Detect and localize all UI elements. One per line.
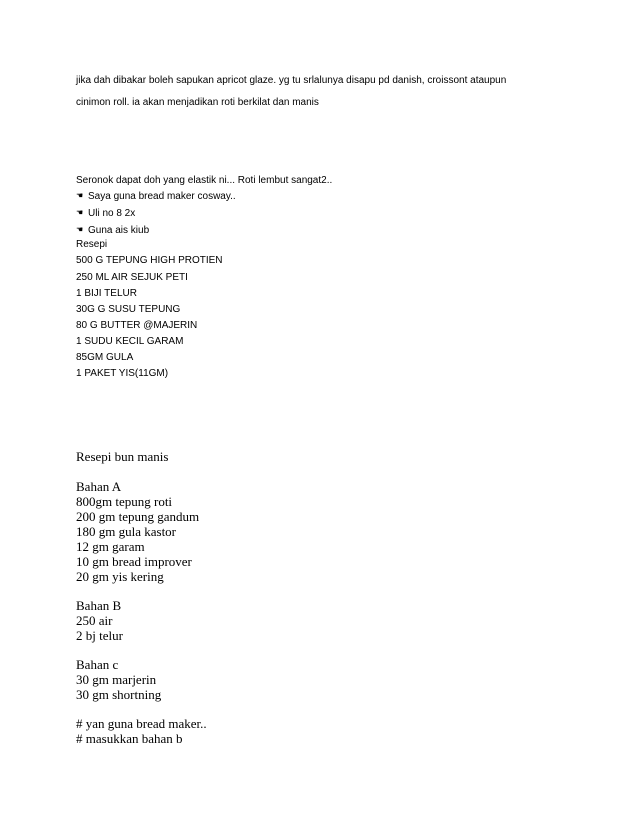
paragraph-line: cinimon roll. ia akan menjadikan roti berkilat dan manis (76, 97, 319, 108)
paragraph-line: jika dah dibakar boleh sapukan apricot glaze. yg tu srlalunya disapu pd danish, croissont ataupun (76, 75, 507, 86)
bahan-b-item: 250 air (76, 613, 113, 628)
resepi-item: 30G G SUSU TEPUNG (76, 304, 181, 315)
bahan-a-item: 20 gm yis kering (76, 569, 164, 584)
bullet-text: Guna ais kiub (88, 225, 150, 236)
intro-line: Seronok dapat doh yang elastik ni... Roti lembut sangat2.. (76, 175, 333, 186)
bullet-item (76, 204, 135, 222)
note-line: # masukkan bahan b (76, 731, 183, 746)
pointing-finger-icon: ☚ (76, 208, 84, 217)
bullet-text: Saya guna bread maker cosway.. (88, 191, 236, 202)
bahan-a-item: 200 gm tepung gandum (76, 509, 200, 524)
note-line: # yan guna bread maker.. (76, 716, 207, 731)
bahan-b-item: 2 bj telur (76, 628, 123, 643)
bahan-c-item: 30 gm shortning (76, 687, 162, 702)
bahan-a-item: 800gm tepung roti (76, 494, 173, 509)
resepi-item: 250 ML AIR SEJUK PETI (76, 272, 188, 283)
bahan-a-item: 10 gm bread improver (76, 554, 192, 569)
bullet-item (76, 187, 236, 205)
resepi-item: 80 G BUTTER @MAJERIN (76, 320, 198, 331)
pointing-finger-icon: ☚ (76, 225, 84, 234)
resepi-item: 85GM GULA (76, 352, 134, 363)
resepi-item: 1 SUDU KECIL GARAM (76, 336, 184, 347)
pointing-finger-icon: ☚ (76, 191, 84, 200)
resepi-heading: Resepi (76, 239, 108, 250)
bahan-a-item: 12 gm garam (76, 539, 145, 554)
resepi-item: 1 BIJI TELUR (76, 288, 137, 299)
resepi-item: 1 PAKET YIS(11GM) (76, 368, 169, 379)
bun-title: Resepi bun manis (76, 449, 169, 464)
resepi-item: 500 G TEPUNG HIGH PROTIEN (76, 255, 223, 266)
bullet-text: Uli no 8 2x (88, 208, 136, 219)
bahan-c-title: Bahan c (76, 657, 119, 672)
bahan-a-title: Bahan A (76, 479, 122, 494)
bahan-a-item: 180 gm gula kastor (76, 524, 177, 539)
bahan-b-title: Bahan B (76, 598, 122, 613)
bahan-c-item: 30 gm marjerin (76, 672, 157, 687)
